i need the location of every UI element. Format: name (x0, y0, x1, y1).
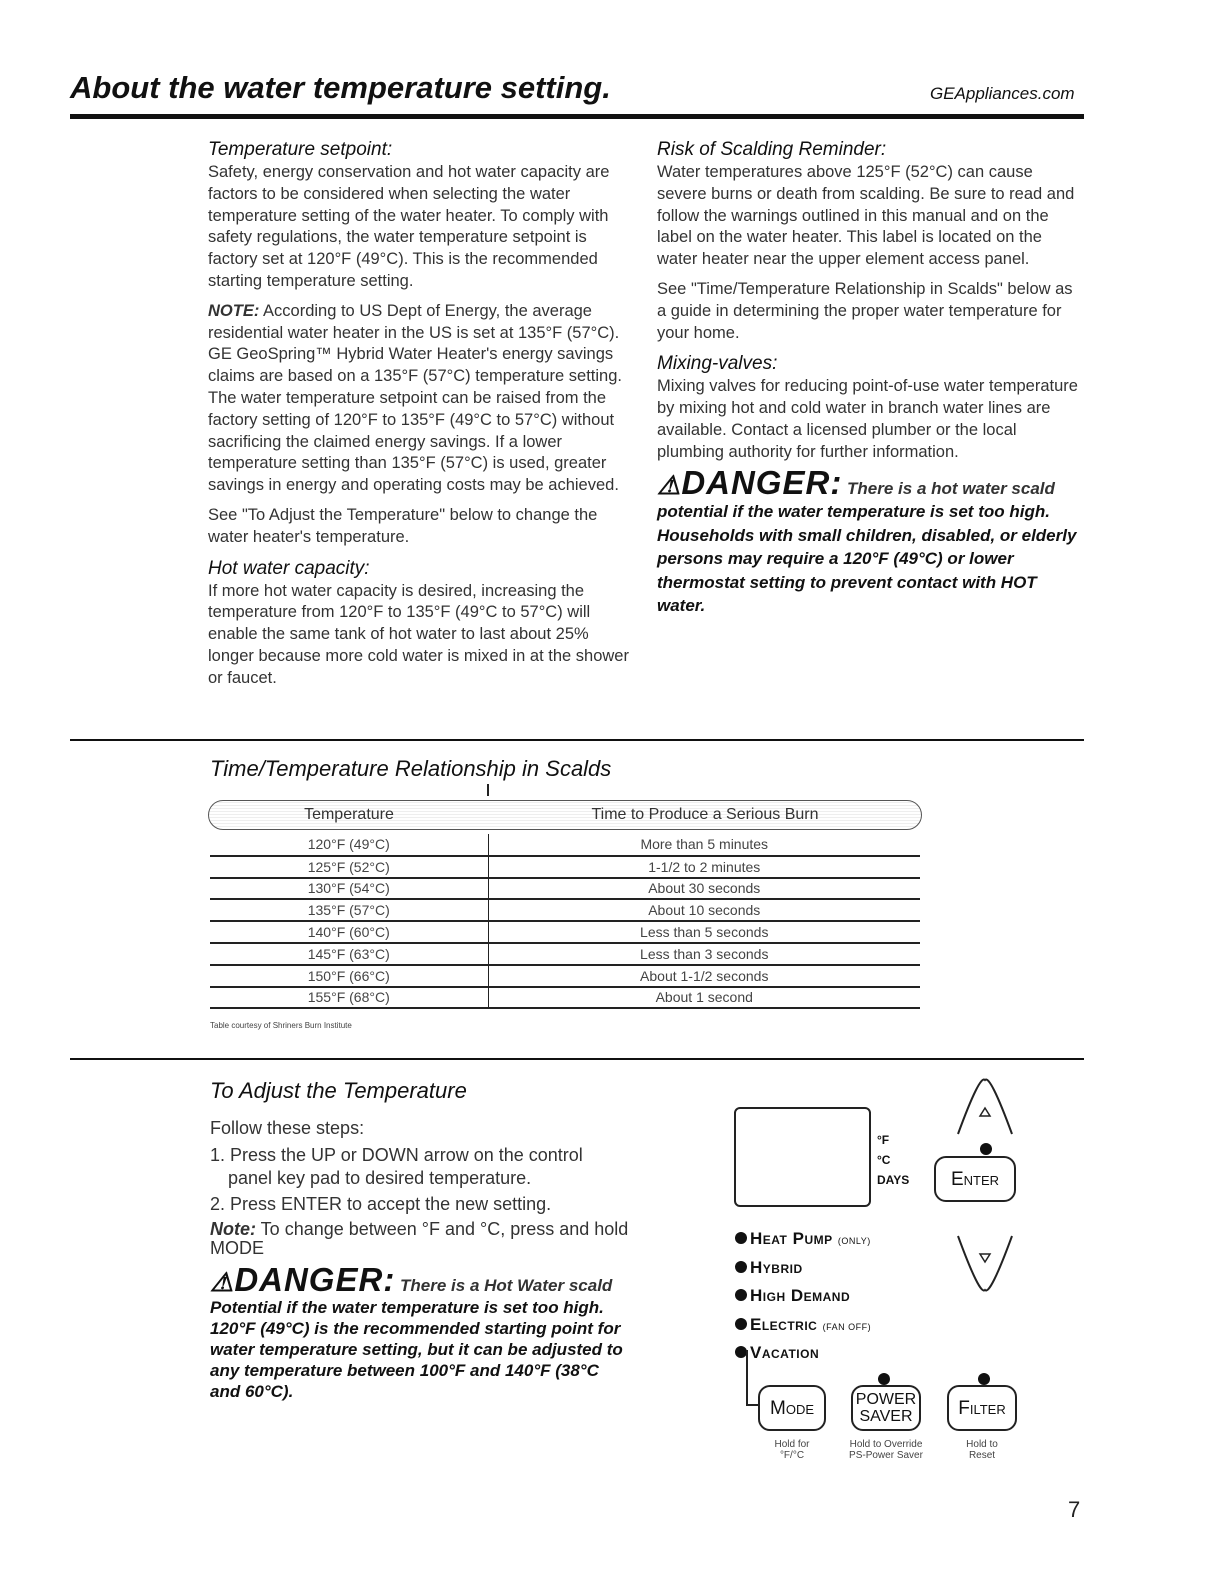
power-saver-button[interactable] (851, 1385, 921, 1431)
mode-note: (FAN OFF) (822, 1321, 872, 1332)
indicator-dot-icon (735, 1318, 747, 1330)
temperature-cell: 135°F (57°C) (210, 899, 488, 921)
saver-label: SAVER (859, 1408, 913, 1425)
note-paragraph-2 (210, 1220, 630, 1258)
table-credit: Table courtesy of Shriners Burn Institute (210, 1021, 352, 1030)
unit-c: °C (877, 1153, 891, 1167)
warning-triangle-icon: ⚠ (210, 1267, 235, 1297)
mode-label: Hybrid (750, 1257, 803, 1277)
step-2: 2. Press ENTER to accept the new setting. (210, 1194, 552, 1214)
unit-f: °F (877, 1133, 890, 1147)
step-1: 1. Press the UP or DOWN arrow on the control panel key pad to desired temperature. (210, 1145, 583, 1188)
time-cell: Less than 3 seconds (488, 943, 920, 965)
left-column (208, 138, 638, 698)
temperature-cell: 120°F (49°C) (210, 834, 488, 856)
mode-hint: Hold for °F/°C (774, 1439, 810, 1461)
enter-button[interactable]: Enter (934, 1156, 1016, 1202)
scalds-heading: Time/Temperature Relationship in Scalds (210, 756, 612, 781)
col-temperature: Temperature (304, 806, 394, 823)
setpoint-heading: Temperature setpoint: (208, 139, 393, 160)
table-header (208, 800, 922, 830)
danger-text-2: Potential if the water temperature is set too high. 120°F (49°C) is the recommended starting point for water temperature setting, but it can be adjusted to any temperature between 100°F and 140°F (38°C and 60°C). (210, 1298, 623, 1401)
mode-list (735, 1226, 871, 1369)
power-hint: Hold to Override PS-Power Saver (849, 1439, 923, 1461)
table-row (210, 965, 920, 987)
mode-label: Electric (750, 1314, 818, 1334)
table-row (210, 899, 920, 921)
right-column (657, 138, 1085, 618)
temperature-cell: 155°F (68°C) (210, 987, 488, 1009)
mode-label: High Demand (750, 1286, 851, 1305)
temperature-cell: 125°F (52°C) (210, 856, 488, 878)
danger-sub-2: There is a Hot Water scald (395, 1276, 613, 1295)
table-row (210, 921, 920, 943)
indicator-dot-icon (735, 1261, 747, 1273)
mode-label: Heat Pump (750, 1229, 833, 1248)
up-arrow-button[interactable] (950, 1078, 1020, 1138)
danger-word: DANGER: (234, 1261, 396, 1298)
risk-text: Water temperatures above 125°F (52°C) can cause severe burns or death from scalding. Be sure to read and follow the warnings outlined in this manual and on the label on the water heater. This label is located on the water heater near the upper element access panel. (657, 163, 1075, 269)
col-time: Time to Produce a Serious Burn (591, 806, 819, 823)
note-text-2: To change between °F and °C, press and hold MODE (210, 1219, 629, 1258)
danger-box (657, 463, 1085, 618)
website-link: GEAppliances.com (930, 84, 1075, 103)
table-row (210, 943, 920, 965)
unit-days: DAYS (877, 1173, 910, 1187)
see-scalds-text: See "Time/Temperature Relationship in Scalds" below as a guide in determining the proper water temperature for your home. (657, 279, 1073, 342)
steps-intro: Follow these steps: (210, 1118, 365, 1138)
time-cell: About 1-1/2 seconds (488, 965, 920, 987)
time-cell: 1-1/2 to 2 minutes (488, 856, 920, 878)
mode-indicator (735, 1226, 871, 1255)
temperature-cell: 140°F (60°C) (210, 921, 488, 943)
danger-sub: There is a hot water scald (842, 478, 1055, 498)
time-cell: Less than 5 seconds (488, 921, 920, 943)
table-row (210, 987, 920, 1009)
scalds-table (210, 834, 920, 1009)
mode-label: Vacation (750, 1343, 820, 1362)
time-cell: About 10 seconds (488, 899, 920, 921)
temperature-cell: 130°F (54°C) (210, 878, 488, 900)
table-divider-top (487, 784, 489, 796)
capacity-text: If more hot water capacity is desired, increasing the temperature from 120°F to 135°F (49°C to 57°C) will enable the same tank of hot water to last about 25% longer because more cold water is mixed in at the shower or faucet. (208, 581, 629, 687)
indicator-dot-icon (735, 1289, 747, 1301)
down-arrow-button[interactable] (950, 1232, 1020, 1292)
time-cell: About 1 second (488, 987, 920, 1009)
time-cell: More than 5 minutes (488, 834, 920, 856)
note-text: According to US Dept of Energy, the average residential water heater in the US is set at 135°F (57°C). GE GeoSpring™ Hybrid Water Heater's energy savings claims are based on a 135°F (57°C) temperature setting. The water temperature setpoint can be raised from the factory setting of 120°F to 135°F (49°C to 57°C) without sacrificing the claimed energy savings. If a lower temperature setting than 135°F (57°C) is used, greater savings in energy and operating costs may be achieved. (208, 301, 622, 495)
warning-triangle-icon: ⚠ (657, 469, 682, 500)
mode-indicator (735, 1255, 871, 1284)
temperature-cell: 145°F (63°C) (210, 943, 488, 965)
risk-heading: Risk of Scalding Reminder: (657, 139, 887, 160)
display-screen (734, 1107, 871, 1207)
indicator-dot-icon (735, 1232, 747, 1244)
mode-indicator (735, 1283, 871, 1312)
mixing-heading: Mixing-valves: (657, 353, 778, 375)
filter-hint: Hold to Reset (966, 1439, 998, 1461)
temperature-cell: 150°F (66°C) (210, 965, 488, 987)
table-row (210, 834, 920, 856)
power-label: POWER (855, 1391, 917, 1408)
mode-button[interactable]: Mode (758, 1385, 826, 1431)
see-adjust-text: See "To Adjust the Temperature" below to change the water heater's temperature. (208, 505, 598, 546)
setpoint-text: Safety, energy conservation and hot water capacity are factors to be considered when selecting the water temperature setting of the water heater. To comply with safety regulations, the water temperature setpoint is factory set at 120°F (49°C). This is the recommended starting temperature setting. (208, 163, 610, 290)
display-units (877, 1130, 909, 1190)
section-rule-2 (70, 1058, 1084, 1060)
note-paragraph (208, 301, 638, 497)
adjust-heading: To Adjust the Temperature (210, 1078, 467, 1103)
table-row (210, 856, 920, 878)
page-title: About the water temperature setting. (70, 70, 611, 105)
capacity-heading: Hot water capacity: (208, 557, 370, 579)
note-label: NOTE: (208, 301, 260, 320)
mixing-text: Mixing valves for reducing point-of-use water temperature by mixing hot and cold water in branch water lines are available. Contact a licensed plumber or the local plumbing authority for further information. (657, 377, 1078, 461)
section-rule (70, 739, 1084, 741)
adjust-steps (210, 1117, 630, 1402)
page-number: 7 (1068, 1497, 1081, 1522)
time-cell: About 30 seconds (488, 878, 920, 900)
mode-indicator (735, 1312, 871, 1341)
table-row (210, 878, 920, 900)
danger-box-2 (210, 1261, 630, 1402)
mode-note: (ONLY) (837, 1236, 871, 1246)
danger-text: potential if the water temperature is set too high. Households with small children, disabled, or elderly persons may require a 120°F (49°C) or lower thermostat setting to prevent contact with HOT water. (657, 502, 1077, 616)
filter-button[interactable]: Filter (947, 1385, 1017, 1431)
danger-word: DANGER: (681, 463, 843, 501)
header-rule (70, 114, 1084, 119)
note-label-2: Note: (210, 1219, 256, 1239)
